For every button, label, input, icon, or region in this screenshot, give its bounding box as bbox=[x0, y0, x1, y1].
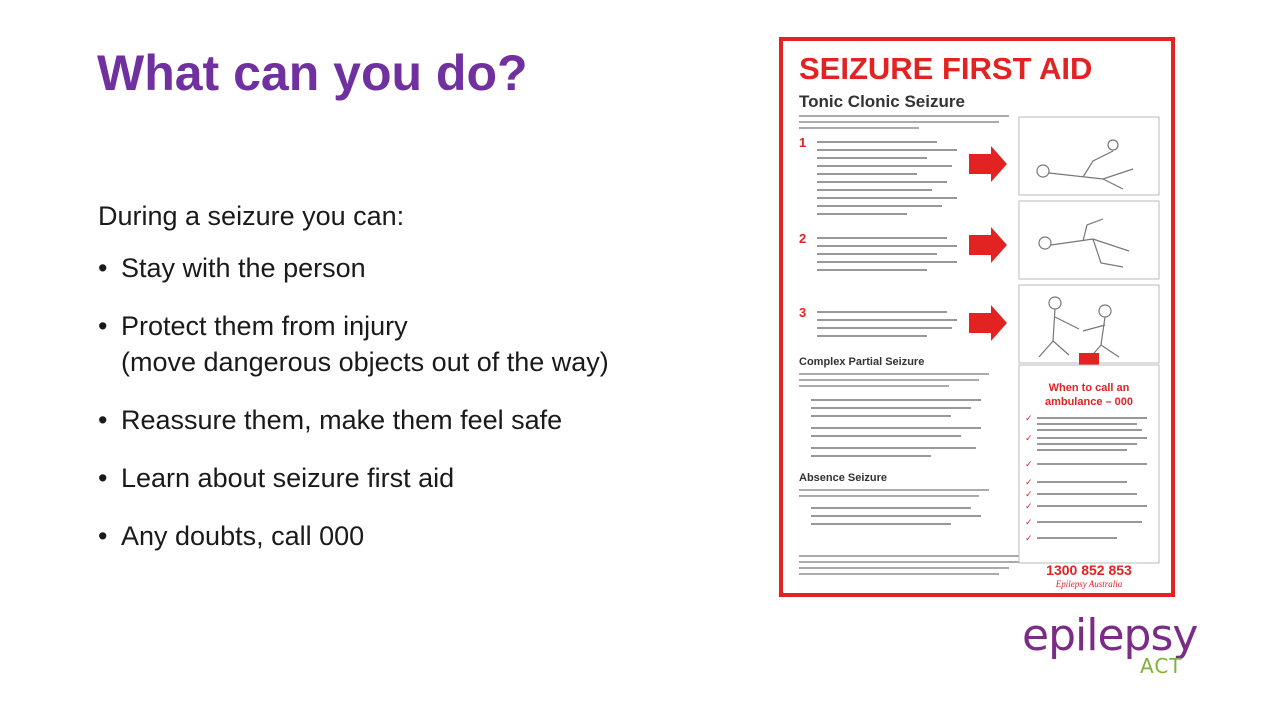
text-line bbox=[1037, 463, 1147, 465]
text-line bbox=[799, 561, 1019, 563]
arrow-right-icon bbox=[969, 146, 1007, 182]
text-line bbox=[811, 435, 961, 437]
text-line bbox=[1037, 493, 1137, 495]
text-line bbox=[811, 455, 931, 457]
text-line bbox=[817, 261, 957, 263]
text-line bbox=[1037, 437, 1147, 439]
bullet-list bbox=[98, 250, 758, 554]
poster-phone: 1300 852 853 bbox=[1046, 562, 1132, 578]
check-list bbox=[1025, 414, 1033, 544]
call-heading: When to call an bbox=[1048, 382, 1130, 394]
text-line bbox=[811, 407, 971, 409]
text-line bbox=[811, 427, 981, 429]
text-line bbox=[811, 515, 981, 517]
text-line bbox=[817, 327, 952, 329]
text-line bbox=[817, 335, 927, 337]
logo-sub-text: ACT bbox=[1140, 654, 1183, 678]
bullet-item bbox=[98, 402, 758, 438]
text-line bbox=[799, 373, 989, 375]
text-line bbox=[1037, 521, 1142, 523]
poster-section-complex: Complex Partial Seizure bbox=[799, 356, 925, 368]
poster-graphic bbox=[783, 41, 1171, 593]
text-line bbox=[817, 237, 947, 239]
check-icon: ✓ bbox=[1025, 478, 1033, 488]
text-line bbox=[817, 157, 927, 159]
step-number: 2 bbox=[799, 231, 807, 246]
check-icon: ✓ bbox=[1025, 460, 1033, 470]
bullet-text: Protect them from injury bbox=[121, 311, 408, 341]
bullet-text: Any doubts, call 000 bbox=[121, 521, 365, 551]
text-line bbox=[817, 205, 942, 207]
text-line bbox=[811, 507, 971, 509]
text-line bbox=[799, 115, 1009, 117]
text-line bbox=[811, 399, 981, 401]
text-line bbox=[817, 213, 907, 215]
text-line bbox=[799, 385, 949, 387]
text-line bbox=[1037, 537, 1117, 539]
text-line bbox=[799, 121, 999, 123]
text-line bbox=[799, 127, 919, 129]
text-line bbox=[817, 319, 957, 321]
check-icon: ✓ bbox=[1025, 434, 1033, 444]
text-line bbox=[799, 495, 979, 497]
slide-title: What can you do? bbox=[97, 45, 528, 101]
bullet-subtext: (move dangerous objects out of the way) bbox=[121, 347, 609, 377]
step-number: 3 bbox=[799, 305, 807, 320]
text-line bbox=[1037, 423, 1137, 425]
illustration-panel bbox=[1019, 285, 1159, 363]
text-line bbox=[817, 165, 952, 167]
bullet-text: Stay with the person bbox=[121, 253, 366, 283]
call-heading: ambulance – 000 bbox=[1044, 396, 1134, 408]
check-icon: ✓ bbox=[1025, 518, 1033, 528]
text-line bbox=[799, 573, 999, 575]
bullet-item bbox=[98, 460, 758, 496]
text-line bbox=[817, 197, 957, 199]
text-line bbox=[817, 245, 957, 247]
arrow-right-icon bbox=[969, 305, 1007, 341]
logo-main-text: epilepsy bbox=[1022, 610, 1198, 661]
poster-title: SEIZURE FIRST AID bbox=[799, 51, 1093, 86]
seizure-first-aid-poster bbox=[779, 37, 1175, 597]
text-line bbox=[799, 555, 1019, 557]
illustration-panel bbox=[1019, 117, 1159, 195]
text-line bbox=[811, 447, 976, 449]
text-line bbox=[817, 173, 917, 175]
text-line bbox=[811, 415, 951, 417]
step-number: 1 bbox=[799, 135, 807, 150]
text-line bbox=[799, 379, 979, 381]
text-line bbox=[817, 189, 932, 191]
check-icon: ✓ bbox=[1025, 414, 1033, 424]
text-line bbox=[1037, 417, 1147, 419]
poster-section-absence: Absence Seizure bbox=[799, 472, 888, 484]
bullet-item bbox=[98, 518, 758, 554]
text-line bbox=[817, 269, 927, 271]
poster-section-tonic: Tonic Clonic Seizure bbox=[799, 92, 965, 111]
bullet-text: Learn about seizure first aid bbox=[121, 463, 455, 493]
text-line bbox=[817, 181, 947, 183]
check-icon: ✓ bbox=[1025, 502, 1033, 512]
arrow-right-icon bbox=[969, 227, 1007, 263]
check-icon: ✓ bbox=[1025, 490, 1033, 500]
epilepsy-act-logo bbox=[1022, 610, 1212, 684]
text-line bbox=[817, 253, 937, 255]
text-line bbox=[817, 149, 957, 151]
text-line bbox=[1037, 429, 1142, 431]
intro-text: During a seizure you can: bbox=[98, 201, 405, 231]
text-line bbox=[1037, 443, 1137, 445]
text-line bbox=[799, 567, 1009, 569]
bullet-item bbox=[98, 250, 758, 286]
check-icon: ✓ bbox=[1025, 534, 1033, 544]
text-line bbox=[1037, 481, 1127, 483]
text-line bbox=[817, 141, 937, 143]
slide-body bbox=[98, 198, 758, 576]
bullet-text: Reassure them, make them feel safe bbox=[121, 405, 563, 435]
text-line bbox=[817, 311, 947, 313]
text-line bbox=[799, 489, 989, 491]
bullet-item bbox=[98, 308, 758, 380]
text-line bbox=[811, 523, 951, 525]
text-line bbox=[1037, 449, 1127, 451]
poster-org: Epilepsy Australia bbox=[1055, 579, 1123, 589]
text-line bbox=[1037, 505, 1147, 507]
